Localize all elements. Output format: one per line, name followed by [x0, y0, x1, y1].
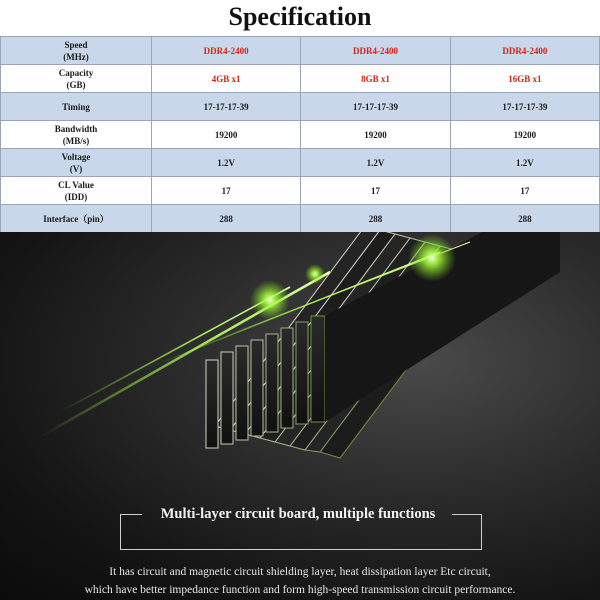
- feature-heading: Multi-layer circuit board, multiple functions: [160, 506, 436, 522]
- spec-cell: DDR4-2400: [450, 37, 599, 65]
- spec-cell: 17: [152, 177, 301, 205]
- spec-cell: 1.2V: [152, 149, 301, 177]
- spec-cell: 17: [301, 177, 450, 205]
- spec-cell: 4GB x1: [152, 65, 301, 93]
- spec-label-line: CL Value: [58, 179, 94, 190]
- spec-label-line: Speed: [64, 39, 88, 50]
- spec-cell: 17: [450, 177, 599, 205]
- spec-label-unit: (GB): [66, 79, 86, 90]
- spec-row-voltage: [1, 149, 600, 177]
- spec-cell: 19200: [152, 121, 301, 149]
- spec-cell: 17-17-17-39: [450, 93, 599, 121]
- spec-row-timing: [1, 93, 600, 121]
- spec-cell: 1.2V: [450, 149, 599, 177]
- spec-cell: 16GB x1: [450, 65, 599, 93]
- spec-row-cl-value: [1, 177, 600, 205]
- spec-row-speed: [1, 37, 600, 65]
- specification-section: [0, 0, 600, 232]
- spec-label-line: Voltage: [61, 151, 91, 162]
- spec-label-line: Bandwidth: [54, 123, 98, 134]
- spec-label: [1, 149, 152, 177]
- spec-cell: 19200: [450, 121, 599, 149]
- spec-cell: 288: [450, 205, 599, 233]
- feature-heading-frame: [120, 505, 482, 551]
- spec-cell: 17-17-17-39: [152, 93, 301, 121]
- feature-description-line: It has circuit and magnetic circuit shielding layer, heat dissipation layer Etc circuit,: [109, 566, 491, 578]
- spec-cell: DDR4-2400: [301, 37, 450, 65]
- spec-label: Interface（pin）: [1, 205, 152, 233]
- spec-cell: 288: [301, 205, 450, 233]
- pcb-layer-stack: [206, 232, 560, 458]
- spec-label-unit: (IDD): [64, 191, 88, 202]
- spec-label: [1, 37, 152, 65]
- spec-cell: 288: [152, 205, 301, 233]
- spec-label: [1, 65, 152, 93]
- spec-label-unit: (MB/s): [62, 135, 90, 146]
- feature-description-line: which have better impedance function and form high-speed transmission circuit performance.: [84, 584, 516, 596]
- spec-cell: 8GB x1: [301, 65, 450, 93]
- spec-cell: DDR4-2400: [152, 37, 301, 65]
- spec-label-line: Capacity: [58, 67, 94, 78]
- spec-cell: 17-17-17-39: [301, 93, 450, 121]
- spec-table: [0, 36, 600, 233]
- spec-label: [1, 177, 152, 205]
- spec-label-unit: (MHz): [63, 51, 89, 62]
- spec-label-unit: (V): [69, 163, 83, 174]
- spec-row-capacity: [1, 65, 600, 93]
- spec-label: Timing: [1, 93, 152, 121]
- spec-label: [1, 121, 152, 149]
- spec-title: Specification: [228, 2, 372, 31]
- spec-row-interface: [1, 205, 600, 233]
- spec-cell: 19200: [301, 121, 450, 149]
- spec-cell: 1.2V: [301, 149, 450, 177]
- spec-row-bandwidth: [1, 121, 600, 149]
